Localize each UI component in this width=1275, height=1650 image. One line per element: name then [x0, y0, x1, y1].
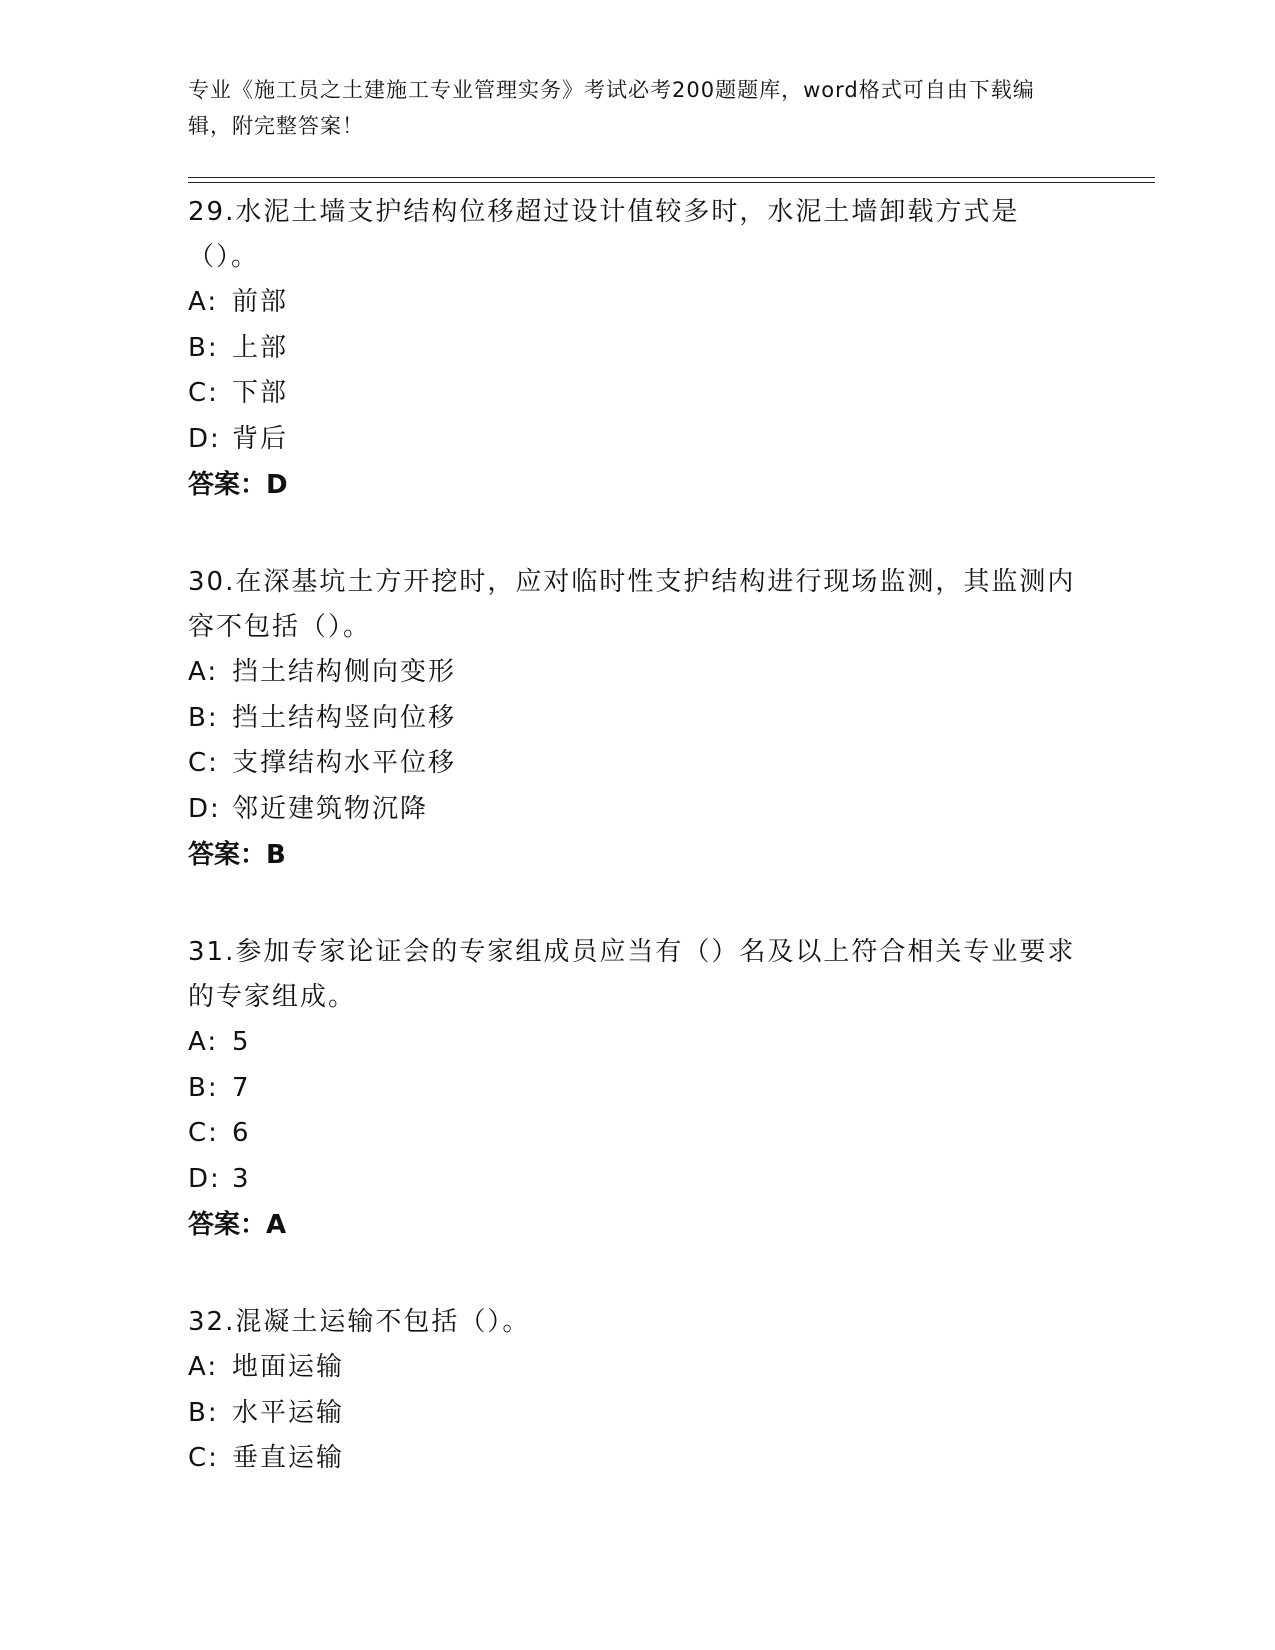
- answer-line: 答案：B: [188, 840, 286, 870]
- option-a: [188, 650, 1088, 696]
- question-item: [188, 560, 1088, 878]
- question-stem: 31.参加专家论证会的专家组成员应当有（）名及以上符合相关专业要求的专家组成。: [188, 937, 1076, 1012]
- question-item: [188, 930, 1088, 1248]
- option-text: 支撑结构水平位移: [232, 748, 457, 778]
- option-letter: D:: [188, 423, 221, 454]
- option-c: [188, 371, 1088, 417]
- option-text: 背后: [232, 423, 289, 454]
- option-c: [188, 1436, 1088, 1482]
- option-d: [188, 787, 1088, 833]
- option-text: 上部: [232, 332, 289, 363]
- option-letter: C:: [188, 1118, 219, 1148]
- option-text: 地面运输: [232, 1352, 345, 1382]
- option-letter: C:: [188, 748, 219, 778]
- option-text: 3: [232, 1163, 251, 1194]
- option-b: [188, 326, 1088, 372]
- option-letter: A:: [188, 657, 219, 687]
- option-letter: C:: [188, 1443, 219, 1473]
- option-text: 7: [232, 1072, 251, 1103]
- header-rule-bottom: [188, 182, 1155, 183]
- option-d: [188, 1157, 1088, 1203]
- header-rule-top: [188, 177, 1155, 178]
- option-b: [188, 1391, 1088, 1437]
- option-letter: D:: [188, 1163, 221, 1194]
- option-text: 挡土结构侧向变形: [232, 657, 457, 687]
- option-text: 水平运输: [232, 1397, 345, 1428]
- question-stem: 30.在深基坑土方开挖时，应对临时性支护结构进行现场监测，其监测内容不包括（）。: [188, 567, 1076, 642]
- option-letter: A:: [188, 1027, 219, 1057]
- option-text: 下部: [232, 378, 289, 408]
- option-d: [188, 417, 1088, 463]
- option-letter: C:: [188, 378, 219, 408]
- option-a: [188, 1020, 1088, 1066]
- option-letter: B:: [188, 1072, 219, 1103]
- option-text: 挡土结构竖向位移: [232, 702, 457, 733]
- option-c: [188, 741, 1088, 787]
- document-header: [188, 72, 1068, 144]
- question-item: [188, 1300, 1088, 1482]
- option-text: 邻近建筑物沉降: [232, 793, 429, 824]
- option-letter: A:: [188, 287, 219, 317]
- option-letter: D:: [188, 793, 221, 824]
- option-text: 5: [232, 1027, 251, 1057]
- option-letter: A:: [188, 1352, 219, 1382]
- option-text: 垂直运输: [232, 1443, 345, 1473]
- header-text: 专业《施工员之土建施工专业管理实务》考试必考200题题库，word格式可自由下载编辑，附完整答案！: [188, 78, 1035, 138]
- answer-line: 答案：D: [188, 470, 288, 500]
- option-letter: B:: [188, 702, 219, 733]
- option-a: [188, 280, 1088, 326]
- question-stem: 32.混凝土运输不包括（）。: [188, 1307, 531, 1337]
- option-a: [188, 1345, 1088, 1391]
- option-b: [188, 1066, 1088, 1112]
- question-stem: 29.水泥土墙支护结构位移超过设计值较多时，水泥土墙卸载方式是（）。: [188, 197, 1020, 272]
- question-list: [188, 190, 1088, 1534]
- option-letter: B:: [188, 332, 219, 363]
- option-c: [188, 1111, 1088, 1157]
- question-item: [188, 190, 1088, 508]
- answer-line: 答案：A: [188, 1210, 287, 1240]
- option-text: 前部: [232, 287, 289, 317]
- option-b: [188, 696, 1088, 742]
- option-letter: B:: [188, 1397, 219, 1428]
- option-text: 6: [232, 1118, 251, 1148]
